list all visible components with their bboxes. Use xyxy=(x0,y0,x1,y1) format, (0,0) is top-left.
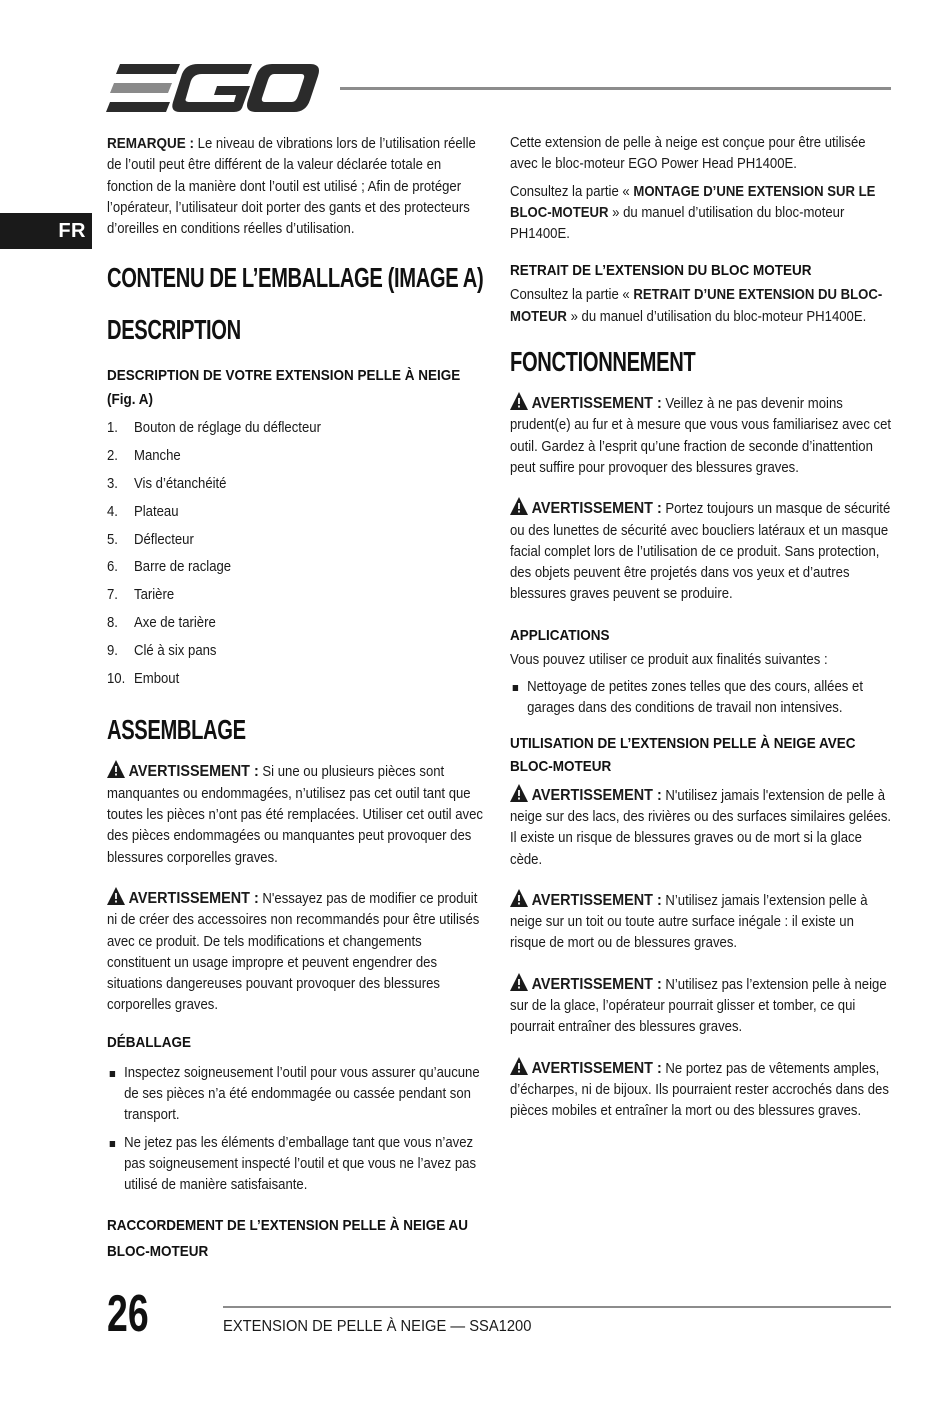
retrait-heading: RETRAIT DE L’EXTENSION DU BLOC MOTEUR xyxy=(510,262,812,280)
list-item: Inspectez soigneusement l’outil pour vous assurer qu’aucune de ses pièces n’a été endommagée ou cassée pendant son transport. xyxy=(107,1063,485,1127)
footer-divider xyxy=(223,1306,891,1308)
warning-block xyxy=(510,889,892,955)
list-item: 7. Tarière xyxy=(107,587,175,604)
list-item: 2. Manche xyxy=(107,448,181,465)
warning-label: AVERTISSEMENT : xyxy=(531,975,662,993)
language-tab: FR xyxy=(0,213,92,249)
list-item: 9. Clé à six pans xyxy=(107,642,217,659)
description-subheading: DESCRIPTION DE VOTRE EXTENSION PELLE À NEIGE (Fig. A) xyxy=(107,367,461,409)
list-item: 5. Déflecteur xyxy=(107,531,194,548)
page-number: 26 xyxy=(107,1285,149,1343)
warning-text: N'essayez pas de modifier ce produit ni de créer des accessoires non recommandés pour être utilisés avec ce produit. De tels modifications et changements constituent un usage impropre et peuvent engendrer des situations dangereuses pouvant provoquer des blessures corporelles graves. xyxy=(107,890,480,1014)
warning-icon xyxy=(107,887,125,905)
warning-text: Portez toujours un masque de sécurité ou des lunettes de sécurité avec boucliers latéraux et un masque facial complet lors de l’utilisation de ce produit. Sans protection, des objets peuvent être projetés dans vos yeux et d’autres blessures graves peuvent se produire. xyxy=(510,501,891,603)
right-column xyxy=(510,133,892,1123)
applications-heading: APPLICATIONS xyxy=(510,626,610,644)
list-item: 1. Bouton de réglage du déflecteur xyxy=(107,420,321,437)
list-item: 4. Plateau xyxy=(107,503,179,520)
list-item: 10. Embout xyxy=(107,670,180,687)
list-item: 8. Axe de tarière xyxy=(107,615,216,632)
warning-text: Veillez à ne pas devenir moins prudent(e) au fur et à mesure que vous vous familiarisez avec cet outil. Gardez à l’esprit qu’une fraction de seconde d’inattention peut suffire pour provoquer des blessures graves. xyxy=(510,396,892,476)
contenu-heading: CONTENU DE L’EMBALLAGE (IMAGE A) xyxy=(107,262,484,294)
warning-block xyxy=(510,1057,892,1123)
warning-icon xyxy=(510,784,528,802)
intro-paragraph: Cette extension de pelle à neige est conçue pour être utilisée avec le bloc-moteur EGO Power Head PH1400E. xyxy=(510,135,866,173)
warning-block xyxy=(107,760,485,868)
warning-block xyxy=(510,497,892,605)
applications-list xyxy=(510,677,892,720)
warning-block xyxy=(107,887,485,1017)
list-item: 3. Vis d’étanchéité xyxy=(107,476,227,493)
warning-text: N’utilisez pas l’extension pelle à neige sur de la glace, l’opérateur pourrait glisser et tomber, ce qui pourrait entraîner des blessures graves. xyxy=(510,976,887,1036)
warning-text: N'utilisez jamais l'extension de pelle à neige sur des lacs, des rivières ou des surfaces similaires gelées. Il existe un risque de blessures graves ou de mort si la glace cède. xyxy=(510,787,892,868)
warning-block xyxy=(510,973,892,1039)
warning-block xyxy=(510,392,892,479)
warning-label: AVERTISSEMENT : xyxy=(531,1059,662,1077)
list-item: 6. Barre de raclage xyxy=(107,559,232,576)
remarque-note xyxy=(107,133,485,240)
warning-icon xyxy=(510,1057,528,1075)
header-divider xyxy=(340,87,891,90)
warning-text: Ne portez pas de vêtements amples, d’écharpes, ni de bijoux. Ils pourraient rester accrochés dans des pièces mobiles et entraîner la mort ou des blessures graves. xyxy=(510,1060,889,1120)
warning-label: AVERTISSEMENT : xyxy=(531,786,662,804)
description-heading: DESCRIPTION xyxy=(107,314,241,346)
ego-logo xyxy=(106,62,320,114)
warning-label: AVERTISSEMENT : xyxy=(531,395,662,413)
warning-icon xyxy=(510,973,528,991)
warning-icon xyxy=(510,392,528,410)
remarque-text: Le niveau de vibrations lors de l’utilisation réelle de l’outil peut être différent de la valeur déclarée totale en fonction de la manière dont l’outil est utilisé ; Afin de protéger l’opérateur, l’utilisateur doit porter des gants et des protecteurs d’oreilles en conditions réelles d’utilisation. xyxy=(107,136,476,238)
warning-label: AVERTISSEMENT : xyxy=(531,500,662,518)
warning-icon xyxy=(510,497,528,515)
warning-label: AVERTISSEMENT : xyxy=(128,763,259,781)
raccordement-heading: RACCORDEMENT DE L’EXTENSION PELLE À NEIGE AU BLOC-MOTEUR xyxy=(107,1216,469,1260)
remarque-label: REMARQUE : xyxy=(107,135,195,152)
warning-text: N’utilisez jamais l’extension pelle à neige sur un toit ou toute autre surface inégale : il existe un risque de mort ou de blessures graves. xyxy=(510,892,868,952)
deballage-list xyxy=(107,1063,485,1197)
parts-list xyxy=(107,416,485,694)
warning-block xyxy=(510,784,892,871)
list-item: Nettoyage de petites zones telles que des cours, allées et garages dans des conditions de travail non intensives. xyxy=(510,677,892,720)
list-item: Ne jetez pas les éléments d’emballage tant que vous n’avez pas soigneusement inspecté l’outil et que vous ne l’avez pas utilisé de manière satisfaisante. xyxy=(107,1133,485,1197)
fonctionnement-heading: FONCTIONNEMENT xyxy=(510,346,696,378)
warning-text: Si une ou plusieurs pièces sont manquantes ou endommagées, n’utilisez pas cet outil tant que toutes les pièces n’ont pas été remplacées. Utiliser cet outil avec des pièces endommagées ou manquantes peut provoquer des blessures corporelles graves. xyxy=(107,764,483,866)
warning-label: AVERTISSEMENT : xyxy=(128,889,259,907)
footer-title: EXTENSION DE PELLE À NEIGE — SSA1200 xyxy=(223,1318,532,1335)
warning-icon xyxy=(107,760,125,778)
deballage-heading: DÉBALLAGE xyxy=(107,1033,192,1051)
assemblage-heading: ASSEMBLAGE xyxy=(107,714,246,746)
retrait-paragraph: Consultez la partie « RETRAIT D’UNE EXTENSION DU BLOC-MOTEUR » du manuel d’utilisation du bloc-moteur PH1400E. xyxy=(510,287,883,325)
applications-intro: Vous pouvez utiliser ce produit aux finalités suivantes : xyxy=(510,651,828,668)
warning-label: AVERTISSEMENT : xyxy=(531,891,662,909)
montage-paragraph: Consultez la partie « MONTAGE D’UNE EXTENSION SUR LE BLOC-MOTEUR » du manuel d’utilisation du bloc-moteur PH1400E. xyxy=(510,183,876,243)
utilisation-heading: UTILISATION DE L’EXTENSION PELLE À NEIGE AVEC BLOC-MOTEUR xyxy=(510,734,856,775)
left-column xyxy=(107,133,485,1271)
warning-icon xyxy=(510,889,528,907)
